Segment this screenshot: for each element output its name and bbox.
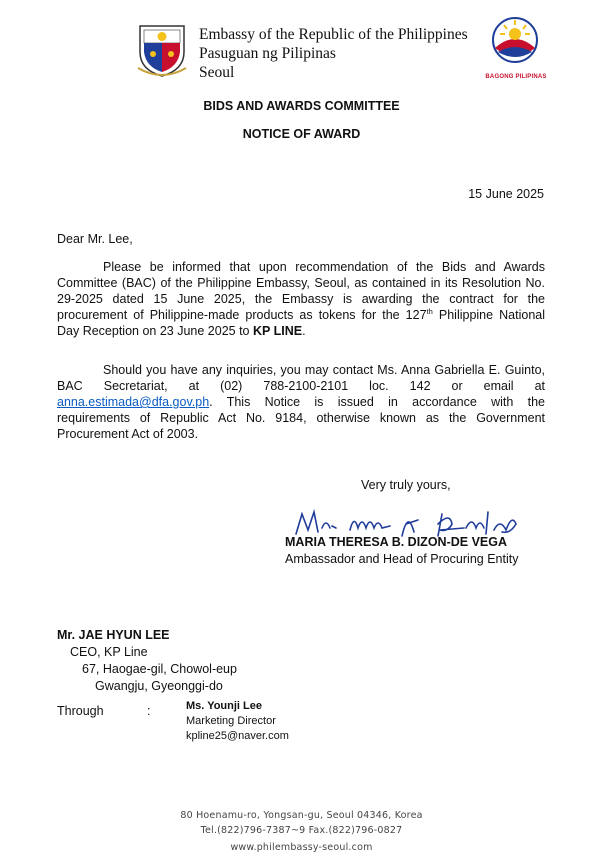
through-label: Through: [57, 704, 104, 718]
paragraph-line: 29-2025 dated 15 June 2025, the Embassy is awarding the contract for the: [57, 292, 545, 306]
paragraph-line: requirements of Republic Act No. 9184, otherwise known as the Government: [57, 411, 545, 425]
addressee-title: CEO, KP Line: [70, 645, 148, 659]
bagong-pilipinas-logo-icon: [486, 12, 544, 80]
through-name: Ms. Younji Lee: [186, 700, 262, 712]
notice-heading: NOTICE OF AWARD: [242, 127, 361, 141]
addressee-city: Gwangju, Gyeonggi-do: [95, 679, 223, 693]
footer-phones: Tel.(822)796-7387~9 Fax.(822)796-0827: [200, 825, 403, 836]
through-colon: :: [147, 704, 151, 718]
paragraph-text: Day Reception on 23 June 2025 to: [57, 324, 253, 338]
through-email: kpline25@naver.com: [186, 730, 289, 742]
ordinal-superscript: th: [426, 306, 433, 316]
through-title: Marketing Director: [186, 715, 276, 727]
paragraph-line: Committee (BAC) of the Philippine Embassy, Seoul, as contained in its Resolution No.: [57, 276, 545, 290]
philippine-coat-of-arms-seal-icon: [136, 22, 188, 78]
footer-website: www.philembassy-seoul.com: [230, 842, 373, 853]
bac-email-link[interactable]: anna.estimada@dfa.gov.ph: [57, 395, 210, 409]
awardee-name: KP LINE: [252, 324, 303, 338]
committee-heading: BIDS AND AWARDS COMMITTEE: [203, 99, 400, 113]
paragraph-line: [57, 394, 545, 410]
signatory-title: Ambassador and Head of Procuring Entity: [285, 552, 519, 566]
closing: Very truly yours,: [361, 478, 451, 492]
letterhead-name: [199, 25, 468, 82]
addressee-street: 67, Haogae-gil, Chowol-eup: [82, 662, 237, 676]
letterhead-line-1: Embassy of the Republic of the Philippines: [199, 26, 468, 43]
paragraph-line: Should you have any inquiries, you may contact Ms. Anna Gabriella E. Guinto,: [103, 363, 545, 377]
addressee-name: Mr. JAE HYUN LEE: [57, 628, 170, 642]
letter-date: 15 June 2025: [468, 187, 544, 201]
signatory-name: MARIA THERESA B. DIZON-DE VEGA: [285, 535, 507, 549]
paragraph-text: Philippine National: [432, 308, 546, 322]
paragraph-line: Procurement Act of 2003.: [57, 427, 199, 441]
footer-address: 80 Hoenamu-ro, Yongsan-gu, Seoul 04346, Korea: [180, 810, 423, 821]
paragraph-line: BAC Secretariat, at (02) 788-2100-2101 loc. 142 or email at: [57, 379, 545, 393]
letterhead-line-3: Seoul: [199, 64, 235, 81]
paragraph-text: procurement of Philippine-made products as tokens for the 127: [57, 308, 427, 322]
paragraph-line: [57, 323, 545, 339]
paragraph-award: [57, 259, 545, 339]
paragraph-inquiries: [57, 362, 545, 442]
letterhead-line-2: Pasuguan ng Pilipinas: [199, 45, 336, 62]
salutation: Dear Mr. Lee,: [57, 232, 133, 246]
paragraph-line: Please be informed that upon recommendation of the Bids and Awards: [103, 260, 545, 274]
paragraph-text: .: [302, 324, 306, 338]
logo-caption: BAGONG PILIPINAS: [485, 74, 547, 80]
paragraph-line: [57, 307, 545, 323]
paragraph-text: . This Notice is issued in accordance with the: [209, 395, 545, 409]
